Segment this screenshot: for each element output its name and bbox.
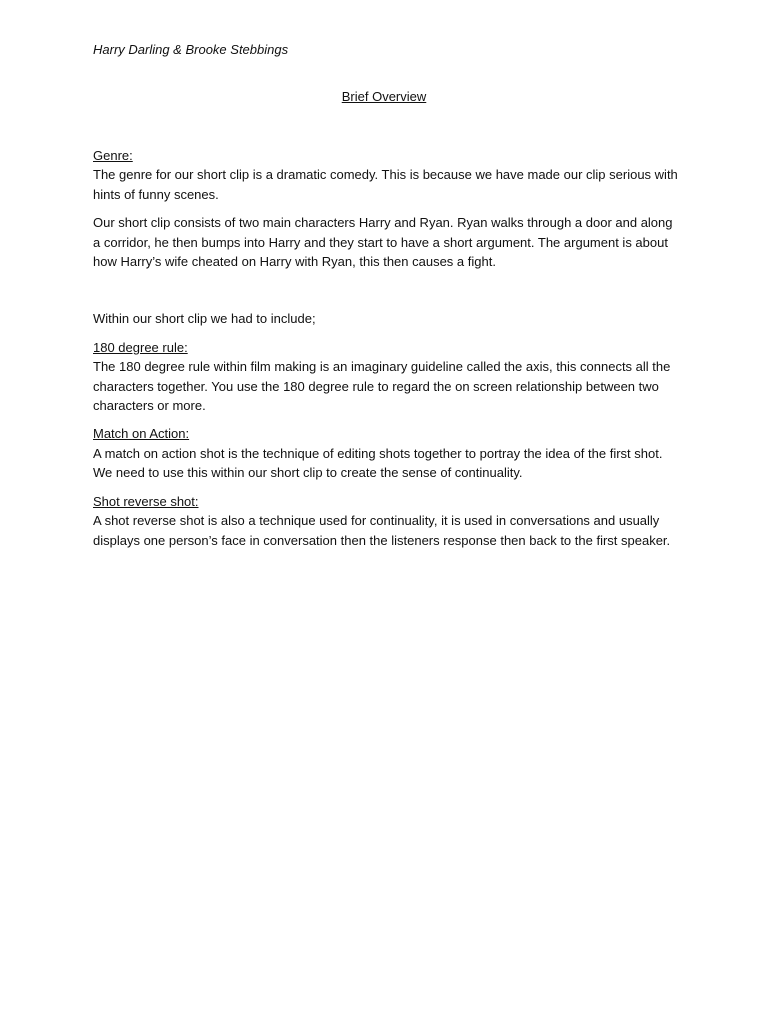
match-heading: Match on Action: [93,426,190,442]
rule180-paragraph: The 180 degree rule within film making is an imaginary guideline called the axis, this connects all the characters together. You use the 180 degree rule to regard the on screen relationship between two characters or more. [93,359,671,414]
genre-heading: Genre: [93,148,133,163]
section-shot-reverse-shot [93,492,683,550]
genre-paragraph: The genre for our short clip is a dramatic comedy. This is because we have made our clip serious with hints of funny scenes. [93,167,678,202]
reverse-paragraph: A shot reverse shot is also a technique used for continuality, it is used in conversations and usually displays one person’s face in conversation then the listeners response then back to the first speaker. [93,513,671,548]
document-header-authors: Harry Darling & Brooke Stebbings [93,42,289,57]
document-title: Brief Overview [341,89,427,104]
reverse-heading: Shot reverse shot: [93,493,199,509]
section-match-on-action [93,424,683,482]
intro-paragraph: Within our short clip we had to include; [93,311,316,327]
section-180-degree-rule [93,338,683,416]
rule180-heading: 180 degree rule: [93,339,188,355]
section-genre [93,146,683,204]
match-paragraph: A match on action shot is the technique of editing shots together to portray the idea of the first shot. We need to use this within our short clip to create the sense of continuality. [93,445,663,481]
summary-paragraph: Our short clip consists of two main characters Harry and Ryan. Ryan walks through a door and along a corridor, he then bumps into Harry and they start to have a short argument. The argument is about how Harry’s wife cheated on Harry with Ryan, this then causes a fight. [93,215,673,270]
document-body [93,146,683,550]
